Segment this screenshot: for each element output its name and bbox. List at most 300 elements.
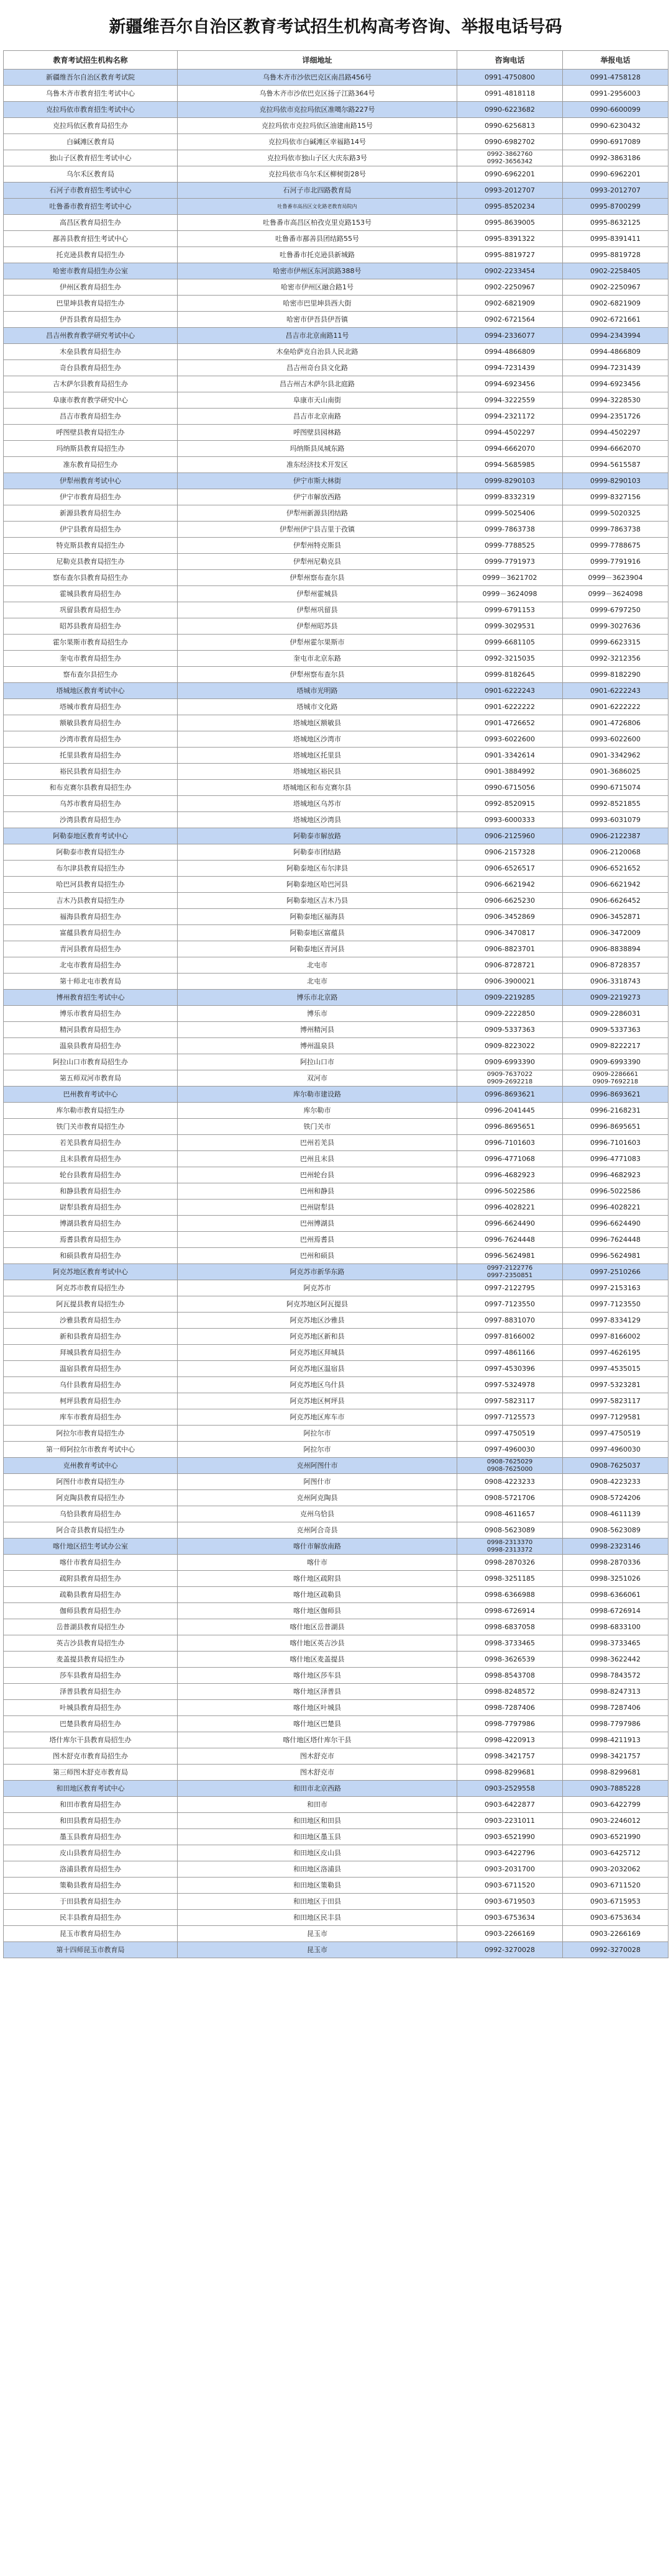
report-phone: 0993-2012707 [563, 183, 669, 199]
institution-name: 洛浦县教育局招生办 [4, 1861, 178, 1878]
report-phone: 0997-7123550 [563, 1296, 669, 1313]
address: 克拉玛依市克拉玛依区油建南路15号 [178, 118, 457, 134]
address: 乌鲁木齐市沙依巴克区南昌路456号 [178, 70, 457, 86]
table-row [4, 957, 669, 974]
report-phone: 0993-6022600 [563, 731, 669, 748]
table-header-row [4, 51, 669, 70]
table-row [4, 1038, 669, 1054]
address: 喀什地区泽普县 [178, 1684, 457, 1700]
institution-name: 若羌县教育局招生办 [4, 1135, 178, 1151]
consult-phone: 0996-4028221 [457, 1200, 563, 1216]
institution-name: 和布克赛尔县教育局招生办 [4, 780, 178, 796]
institution-name: 准东教育局招生办 [4, 457, 178, 473]
address: 库尔勒市建设路 [178, 1087, 457, 1103]
address: 和田市 [178, 1797, 457, 1813]
table-row [4, 1635, 669, 1652]
institution-name: 策勒县教育局招生办 [4, 1878, 178, 1894]
institution-name: 叶城县教育局招生办 [4, 1700, 178, 1716]
report-phone: 0909-2286661 0909-7692218 [563, 1070, 669, 1087]
consult-phone: 0902-6821909 [457, 296, 563, 312]
address: 喀什地区伽师县 [178, 1603, 457, 1619]
report-phone: 0902-6821909 [563, 296, 669, 312]
table-row [4, 1409, 669, 1426]
table-row [4, 441, 669, 457]
address: 昆玉市 [178, 1942, 457, 1958]
address: 昌吉市北京南路11号 [178, 328, 457, 344]
report-phone: 0994-4866809 [563, 344, 669, 360]
report-phone: 0994-4502297 [563, 425, 669, 441]
report-phone: 0996-8693621 [563, 1087, 669, 1103]
institution-name: 温宿县教育局招生办 [4, 1361, 178, 1377]
address: 哈密市伊吾县伊吾镇 [178, 312, 457, 328]
institution-name: 疏附县教育局招生办 [4, 1571, 178, 1587]
address: 克州乌恰县 [178, 1506, 457, 1522]
consult-phone: 0993-6000333 [457, 812, 563, 828]
consult-phone: 0902-6721564 [457, 312, 563, 328]
institution-name: 克拉玛依区教育局招生办 [4, 118, 178, 134]
institution-name: 福海县教育局招生办 [4, 909, 178, 925]
address: 阿拉山口市 [178, 1054, 457, 1070]
consult-phone: 0998-3251185 [457, 1571, 563, 1587]
institution-name: 温泉县教育局招生办 [4, 1038, 178, 1054]
report-phone: 0999－3623904 [563, 570, 669, 586]
consult-phone: 0908-4223233 [457, 1474, 563, 1490]
address: 阿拉尔市 [178, 1442, 457, 1458]
institution-name: 喀什地区招生考试办公室 [4, 1539, 178, 1555]
table-row [4, 1539, 669, 1555]
consult-phone: 0906-8823701 [457, 941, 563, 957]
address: 和田地区墨玉县 [178, 1829, 457, 1845]
table-row [4, 974, 669, 990]
table-row [4, 376, 669, 392]
table-row [4, 344, 669, 360]
address: 和田地区洛浦县 [178, 1861, 457, 1878]
report-phone: 0997-5823117 [563, 1393, 669, 1409]
address: 准东经济技术开发区 [178, 457, 457, 473]
report-phone: 0909-6993390 [563, 1054, 669, 1070]
header-address: 详细地址 [178, 51, 457, 70]
consult-phone: 0995-8639005 [457, 215, 563, 231]
address: 哈密市伊州区融合路1号 [178, 279, 457, 296]
address: 阿克苏地区新和县 [178, 1329, 457, 1345]
institution-name: 第十四师昆玉市教育局 [4, 1942, 178, 1958]
address: 阿克苏地区乌什县 [178, 1377, 457, 1393]
consult-phone: 0998-7797986 [457, 1716, 563, 1732]
consult-phone: 0906-3900021 [457, 974, 563, 990]
table-row [4, 1361, 669, 1377]
consult-phone: 0998-6366988 [457, 1587, 563, 1603]
table-row [4, 1942, 669, 1958]
address: 图木舒克市 [178, 1748, 457, 1765]
address: 阿克苏地区温宿县 [178, 1361, 457, 1377]
report-phone: 0998-3622442 [563, 1652, 669, 1668]
report-phone: 0903-6753634 [563, 1910, 669, 1926]
address: 巴州博湖县 [178, 1216, 457, 1232]
report-phone: 0990-6230432 [563, 118, 669, 134]
address: 阜康市天山南街 [178, 392, 457, 409]
consult-phone: 0903-6422877 [457, 1797, 563, 1813]
address: 克拉玛依市独山子区大庆东路3号 [178, 150, 457, 166]
report-phone: 0995-8700299 [563, 199, 669, 215]
institution-name: 库尔勒市教育局招生办 [4, 1103, 178, 1119]
institution-name: 巴里坤县教育局招生办 [4, 296, 178, 312]
institution-name: 布尔津县教育局招生办 [4, 861, 178, 877]
report-phone: 0997-2153163 [563, 1280, 669, 1296]
table-row [4, 247, 669, 263]
consult-phone: 0903-2266169 [457, 1926, 563, 1942]
address: 吐鲁番市鄯善县团结路55号 [178, 231, 457, 247]
institution-name: 伊犁州教育考试中心 [4, 473, 178, 489]
table-row [4, 1296, 669, 1313]
table-body [4, 70, 669, 1958]
report-phone: 0993-6031079 [563, 812, 669, 828]
report-phone: 0994-6662070 [563, 441, 669, 457]
consult-phone: 0906-3470817 [457, 925, 563, 941]
report-phone: 0903-7885228 [563, 1781, 669, 1797]
institution-name: 托克逊县教育局招生办 [4, 247, 178, 263]
address: 阿拉尔市 [178, 1426, 457, 1442]
institution-name: 察布查尔县教育局招生办 [4, 570, 178, 586]
consult-phone: 0906-6621942 [457, 877, 563, 893]
consult-phone: 0999-5025406 [457, 505, 563, 522]
institution-name: 麦盖提县教育局招生办 [4, 1652, 178, 1668]
table-row [4, 1377, 669, 1393]
institution-name: 尉犁县教育局招生办 [4, 1200, 178, 1216]
consult-phone: 0994-3222559 [457, 392, 563, 409]
table-row [4, 296, 669, 312]
report-phone: 0996-2168231 [563, 1103, 669, 1119]
institution-name: 吐鲁番市教育招生考试中心 [4, 199, 178, 215]
consult-phone: 0996-4771068 [457, 1151, 563, 1167]
consult-phone: 0901-3884992 [457, 764, 563, 780]
consult-phone: 0990-6715056 [457, 780, 563, 796]
table-row [4, 1684, 669, 1700]
report-phone: 0997-4750519 [563, 1426, 669, 1442]
institution-name: 特克斯县教育局招生办 [4, 538, 178, 554]
institution-name: 额敏县教育局招生办 [4, 715, 178, 731]
address: 喀什地区巴楚县 [178, 1716, 457, 1732]
consult-phone: 0994-7231439 [457, 360, 563, 376]
page-title: 新疆维吾尔自治区教育考试招生机构高考咨询、举报电话号码 [109, 17, 562, 37]
institution-name: 沙湾县教育局招生办 [4, 812, 178, 828]
consult-phone: 0996-5022586 [457, 1183, 563, 1200]
consult-phone: 0990-6962201 [457, 166, 563, 183]
table-row [4, 1797, 669, 1813]
consult-phone: 0902-2250967 [457, 279, 563, 296]
report-phone: 0903-2032062 [563, 1861, 669, 1878]
address: 北屯市 [178, 974, 457, 990]
report-phone: 0997-2510266 [563, 1264, 669, 1280]
address: 图木舒克市 [178, 1765, 457, 1781]
consult-phone: 0909-2222850 [457, 1006, 563, 1022]
table-row [4, 1345, 669, 1361]
consult-phone: 0908-7625029 0908-7625000 [457, 1458, 563, 1474]
institution-name: 阿克苏市教育局招生办 [4, 1280, 178, 1296]
report-phone: 0996-7624448 [563, 1232, 669, 1248]
consult-phone: 0998-3421757 [457, 1748, 563, 1765]
table-row [4, 1748, 669, 1765]
table-row [4, 166, 669, 183]
consult-phone: 0992-3215035 [457, 651, 563, 667]
consult-phone: 0997-8831070 [457, 1313, 563, 1329]
table-row [4, 1070, 669, 1087]
table-row [4, 1135, 669, 1151]
institution-name: 乌苏市教育局招生办 [4, 796, 178, 812]
report-phone: 0906-3318743 [563, 974, 669, 990]
address: 博乐市北京路 [178, 990, 457, 1006]
address: 和田地区皮山县 [178, 1845, 457, 1861]
consult-phone: 0998-3626539 [457, 1652, 563, 1668]
table-row [4, 1216, 669, 1232]
table-row [4, 199, 669, 215]
address: 克拉玛依市克拉玛依区准噶尔路227号 [178, 102, 457, 118]
address: 塔城地区乌苏市 [178, 796, 457, 812]
consult-phone: 0903-6753634 [457, 1910, 563, 1926]
institution-name: 石河子市教育招生考试中心 [4, 183, 178, 199]
institution-name: 新源县教育局招生办 [4, 505, 178, 522]
table-row [4, 150, 669, 166]
table-row [4, 1054, 669, 1070]
institution-name: 昭苏县教育局招生办 [4, 618, 178, 635]
institution-name: 昆玉市教育局招生办 [4, 1926, 178, 1942]
address: 和田地区于田县 [178, 1894, 457, 1910]
report-phone: 0996-7101603 [563, 1135, 669, 1151]
report-phone: 0997-8166002 [563, 1329, 669, 1345]
consult-phone: 0996-8693621 [457, 1087, 563, 1103]
report-phone: 0994-5615587 [563, 457, 669, 473]
report-phone: 0999-8327156 [563, 489, 669, 505]
table-row [4, 828, 669, 844]
table-row [4, 780, 669, 796]
institution-name: 第一师阿拉尔市教育考试中心 [4, 1442, 178, 1458]
consult-phone: 0994-6923456 [457, 376, 563, 392]
report-phone: 0990-6600099 [563, 102, 669, 118]
report-phone: 0906-2120068 [563, 844, 669, 861]
report-phone: 0997-4960030 [563, 1442, 669, 1458]
consult-phone: 0992-3270028 [457, 1942, 563, 1958]
institution-name: 裕民县教育局招生办 [4, 764, 178, 780]
report-phone: 0999-8182290 [563, 667, 669, 683]
institution-name: 第三师图木舒克市教育局 [4, 1765, 178, 1781]
institution-name: 和田市教育局招生办 [4, 1797, 178, 1813]
institution-name: 吉木乃县教育局招生办 [4, 893, 178, 909]
report-phone: 0906-6521652 [563, 861, 669, 877]
address: 克州阿图什市 [178, 1458, 457, 1474]
report-phone: 0994-3228530 [563, 392, 669, 409]
address: 和田市北京西路 [178, 1781, 457, 1797]
table-row [4, 667, 669, 683]
table-row [4, 1668, 669, 1684]
institution-name: 和田地区教育考试中心 [4, 1781, 178, 1797]
table-row [4, 409, 669, 425]
institution-name: 乌尔禾区教育局 [4, 166, 178, 183]
institution-name: 柯坪县教育局招生办 [4, 1393, 178, 1409]
address: 塔城地区裕民县 [178, 764, 457, 780]
consult-phone: 0997-2122776 0997-2350851 [457, 1264, 563, 1280]
address: 喀什地区塔什库尔干县 [178, 1732, 457, 1748]
consult-phone: 0999-6791153 [457, 602, 563, 618]
institution-name: 伽师县教育局招生办 [4, 1603, 178, 1619]
table-row [4, 554, 669, 570]
address: 喀什地区岳普湖县 [178, 1619, 457, 1635]
table-row [4, 844, 669, 861]
table-row [4, 457, 669, 473]
consult-phone: 0903-6711520 [457, 1878, 563, 1894]
institution-name: 哈密市教育局招生办公室 [4, 263, 178, 279]
consult-phone: 0996-8695651 [457, 1119, 563, 1135]
consult-phone: 0908-5623089 [457, 1522, 563, 1539]
institution-name: 第十师北屯市教育局 [4, 974, 178, 990]
report-phone: 0992-8521855 [563, 796, 669, 812]
address: 阿克苏地区拜城县 [178, 1345, 457, 1361]
address: 喀什市解放南路 [178, 1539, 457, 1555]
institution-name: 奎屯市教育局招生办 [4, 651, 178, 667]
institution-name: 阿克陶县教育局招生办 [4, 1490, 178, 1506]
report-phone: 0908-4611139 [563, 1506, 669, 1522]
report-phone: 0908-5623089 [563, 1522, 669, 1539]
report-phone: 0996-4028221 [563, 1200, 669, 1216]
consult-phone: 0909-5337363 [457, 1022, 563, 1038]
institution-name: 鄯善县教育招生考试中心 [4, 231, 178, 247]
table-row [4, 1426, 669, 1442]
consult-phone: 0999-8182645 [457, 667, 563, 683]
institution-name: 巴州教育考试中心 [4, 1087, 178, 1103]
consult-phone: 0997-4861166 [457, 1345, 563, 1361]
address: 伊犁州特克斯县 [178, 538, 457, 554]
table-row [4, 231, 669, 247]
address: 阿勒泰地区青河县 [178, 941, 457, 957]
consult-phone: 0906-6526517 [457, 861, 563, 877]
report-phone: 0999-7863738 [563, 522, 669, 538]
address: 双河市 [178, 1070, 457, 1087]
table-row [4, 425, 669, 441]
table-row [4, 102, 669, 118]
report-phone: 0906-8838894 [563, 941, 669, 957]
report-phone: 0906-3472009 [563, 925, 669, 941]
consult-phone: 0993-6022600 [457, 731, 563, 748]
consult-phone: 0901-3342614 [457, 748, 563, 764]
table-row [4, 1167, 669, 1183]
institution-name: 岳普湖县教育局招生办 [4, 1619, 178, 1635]
address: 克州阿合奇县 [178, 1522, 457, 1539]
institution-name: 新疆维吾尔自治区教育考试院 [4, 70, 178, 86]
table-row [4, 990, 669, 1006]
table-row [4, 1829, 669, 1845]
table-row [4, 1652, 669, 1668]
institution-name: 阿拉山口市教育局招生办 [4, 1054, 178, 1070]
consult-phone: 0994-4502297 [457, 425, 563, 441]
institution-name: 玛纳斯县教育局招生办 [4, 441, 178, 457]
consult-phone: 0990-6223682 [457, 102, 563, 118]
institution-name: 莎车县教育局招生办 [4, 1668, 178, 1684]
table-row [4, 1878, 669, 1894]
report-phone: 0999-7788675 [563, 538, 669, 554]
address: 博州温泉县 [178, 1038, 457, 1054]
address: 哈密市伊州区东河滨路388号 [178, 263, 457, 279]
report-phone: 0995-8819728 [563, 247, 669, 263]
table-row [4, 392, 669, 409]
address: 伊犁州霍尔果斯市 [178, 635, 457, 651]
report-phone: 0997-4535015 [563, 1361, 669, 1377]
consult-phone: 0903-2231011 [457, 1813, 563, 1829]
consult-phone: 0997-8166002 [457, 1329, 563, 1345]
table-row [4, 1716, 669, 1732]
consult-phone: 0996-7624448 [457, 1232, 563, 1248]
address: 吐鲁番市高昌区柏孜克里克路153号 [178, 215, 457, 231]
consult-phone: 0996-6624490 [457, 1216, 563, 1232]
consult-phone: 0901-6222222 [457, 699, 563, 715]
table-row [4, 1765, 669, 1781]
table-row [4, 279, 669, 296]
address: 阿克苏地区阿瓦提县 [178, 1296, 457, 1313]
address: 石河子市北四路教育局 [178, 183, 457, 199]
table-row [4, 1264, 669, 1280]
consult-phone: 0998-7287406 [457, 1700, 563, 1716]
institution-name: 博州教育招生考试中心 [4, 990, 178, 1006]
report-phone: 0998-2323146 [563, 1539, 669, 1555]
address: 巴州轮台县 [178, 1167, 457, 1183]
institution-name: 焉耆县教育局招生办 [4, 1232, 178, 1248]
institution-name: 昌吉市教育局招生办 [4, 409, 178, 425]
institution-name: 独山子区教育招生考试中心 [4, 150, 178, 166]
institution-name: 精河县教育局招生办 [4, 1022, 178, 1038]
institution-name: 库车市教育局招生办 [4, 1409, 178, 1426]
consult-phone: 0997-5823117 [457, 1393, 563, 1409]
table-row [4, 118, 669, 134]
address: 阿克苏市 [178, 1280, 457, 1296]
institution-name: 第五师双河市教育局 [4, 1070, 178, 1087]
consult-phone: 0994-4866809 [457, 344, 563, 360]
address: 阿勒泰市团结路 [178, 844, 457, 861]
consult-phone: 0998-2870326 [457, 1555, 563, 1571]
address: 伊犁州察布查尔县 [178, 570, 457, 586]
report-phone: 0998-7843572 [563, 1668, 669, 1684]
report-phone: 0990-6962201 [563, 166, 669, 183]
report-phone: 0991-4758128 [563, 70, 669, 86]
consult-phone: 0903-2529558 [457, 1781, 563, 1797]
table-row [4, 683, 669, 699]
report-phone: 0906-3452871 [563, 909, 669, 925]
report-phone: 0998-8299681 [563, 1765, 669, 1781]
table-row [4, 1022, 669, 1038]
institution-name: 青河县教育局招生办 [4, 941, 178, 957]
institution-name: 英吉沙县教育局招生办 [4, 1635, 178, 1652]
institution-name: 高昌区教育局招生办 [4, 215, 178, 231]
institution-name: 霍尔果斯市教育局招生办 [4, 635, 178, 651]
header-consult-phone: 咨询电话 [457, 51, 563, 70]
table-row [4, 748, 669, 764]
table-row [4, 618, 669, 635]
institution-name: 阿瓦提县教育局招生办 [4, 1296, 178, 1313]
report-phone: 0903-6711520 [563, 1878, 669, 1894]
table-row [4, 1183, 669, 1200]
consult-phone: 0901-6222243 [457, 683, 563, 699]
consult-phone: 0997-2122795 [457, 1280, 563, 1296]
institution-name: 克拉玛依市教育招生考试中心 [4, 102, 178, 118]
table-row [4, 1393, 669, 1409]
table-row [4, 1926, 669, 1942]
table-row [4, 522, 669, 538]
report-phone: 0902-2250967 [563, 279, 669, 296]
report-phone: 0998-6726914 [563, 1603, 669, 1619]
consult-phone: 0996-5624981 [457, 1248, 563, 1264]
report-phone: 0996-6624490 [563, 1216, 669, 1232]
report-phone: 0994-7231439 [563, 360, 669, 376]
table-row [4, 796, 669, 812]
consult-phone: 0997-7123550 [457, 1296, 563, 1313]
report-phone: 0999-6797250 [563, 602, 669, 618]
consult-phone: 0996-2041445 [457, 1103, 563, 1119]
